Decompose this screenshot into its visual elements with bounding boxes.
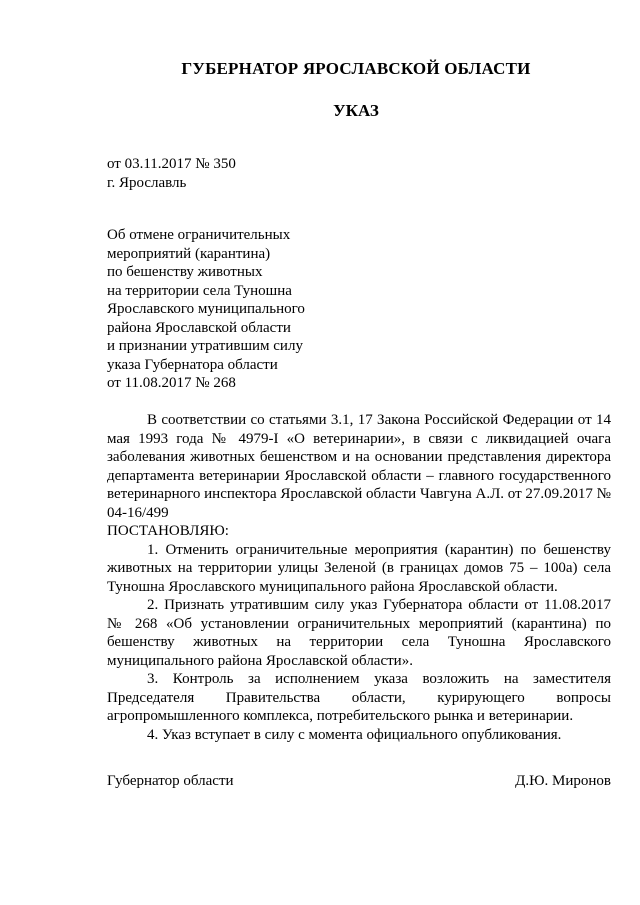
decree-item: 2. Признать утратившим силу указ Губернатора области от 11.08.2017 № 268 «Об установлении ограничительных мероприятий (карантина) по бешенству животных на территории села Туношна Ярославского муниципального района Ярославской области». — [107, 597, 611, 669]
issuing-authority: ГУБЕРНАТОР ЯРОСЛАВСКОЙ ОБЛАСТИ — [181, 59, 531, 78]
signatory-name: Д.Ю. Миронов — [515, 773, 611, 789]
decree-item: 1. Отменить ограничительные мероприятия (карантин) по бешенству животных на территории улицы Зеленой (в границах домов 75 – 100а) села Туношна Ярославского муниципального района Ярославской области. — [107, 541, 611, 595]
document-type: УКАЗ — [333, 101, 379, 120]
subject-line: по бешенству животных — [107, 264, 263, 280]
subject-line: на территории села Туношна — [107, 282, 292, 299]
document-body — [107, 411, 611, 744]
place-of-issue: г. Ярославль — [107, 174, 187, 191]
subject-line: мероприятий (карантина) — [107, 245, 271, 262]
signatory-position: Губернатор области — [107, 773, 234, 789]
decree-item: 3. Контроль за исполнением указа возложить на заместителя Председателя Правительства области, курирующего вопросы агропромышленного комплекса, потребительского рынка и ветеринарии. — [107, 671, 611, 724]
subject-line: и признании утратившим силу — [107, 338, 303, 354]
subject-line: Об отмене ограничительных — [107, 227, 291, 243]
subject-line: Ярославского муниципального — [107, 301, 305, 317]
subject-line: от 11.08.2017 № 268 — [107, 375, 236, 391]
signature-block — [107, 772, 611, 792]
subject-line: района Ярославской области — [107, 319, 291, 336]
decree-item: 4. Указ вступает в силу с момента официального опубликования. — [147, 726, 562, 743]
subject-line: указа Губернатора области — [107, 356, 278, 373]
preamble-paragraph: В соответствии со статьями 3.1, 17 Закона Российской Федерации от 14 мая 1993 года № 4979-I «О ветеринарии», в связи с ликвидацией очага заболевания животных бешенством и на основании представления директора департамента ветеринарии Ярославской области – главного государственного ветеринарного инспектора Ярославской области Чавгуна А.Л. от 27.09.2017 № 04-16/499 — [107, 412, 611, 521]
decree-word: ПОСТАНОВЛЯЮ: — [107, 523, 229, 539]
date-and-number: от 03.11.2017 № 350 — [107, 156, 236, 172]
document-subject — [107, 226, 357, 393]
document-meta — [107, 155, 236, 192]
